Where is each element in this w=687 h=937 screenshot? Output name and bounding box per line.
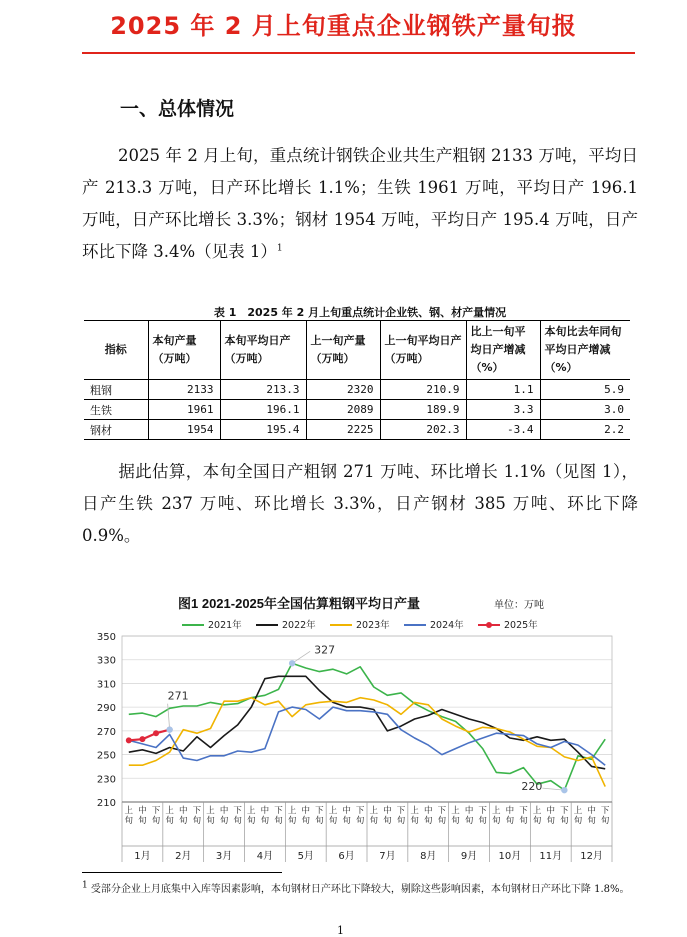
table-cell: 2089 <box>306 400 380 420</box>
x-tick-char: 下 <box>315 806 324 816</box>
x-tick-char: 中 <box>178 806 188 816</box>
estimate-text: 据此估算，本旬全国日产粗钢 271 万吨、环比增长 1.1%（见图 1），日产生铁 237 万吨、环比增长 3.3%，日产钢材 385 万吨、环比下降 0.9%。 <box>82 462 638 545</box>
x-tick-label <box>342 805 351 826</box>
plot-frame <box>122 636 612 802</box>
y-tick-label: 250 <box>96 750 116 762</box>
x-tick-char: 下 <box>396 806 406 816</box>
page-number: 1 <box>337 924 344 937</box>
legend-label: 2023年 <box>356 620 390 631</box>
table-cell: 2225 <box>306 420 380 440</box>
table-cell: 2133 <box>148 380 220 400</box>
month-label: 9月 <box>460 851 478 862</box>
y-tick-label: 230 <box>96 774 116 786</box>
x-tick-char: 上 <box>206 806 215 816</box>
footnote-text: 受部分企业上月底集中入库等因素影响，本旬钢材日产环比下降较大，剔除这些影响因素，本旬钢材日产环比下降 1.8%。 <box>90 884 630 895</box>
x-tick-label <box>410 805 419 826</box>
annotation-marker <box>561 787 567 793</box>
x-tick-char: 旬 <box>573 816 583 826</box>
footnote-reference: 1 <box>276 243 283 254</box>
x-tick-char: 旬 <box>396 816 406 826</box>
overview-text: 2025 年 2 月上旬，重点统计钢铁企业共生产粗钢 2133 万吨，平均日产 213.3 万吨，日产环比增长 1.1%；生铁 1961 万吨，平均日产 196.1 万吨，日产环比增长 3.3%；钢材 1954 万吨，平均日产 195.4 万吨，日产环比下降 3.4%（见表 1） <box>82 146 638 261</box>
x-tick-char: 上 <box>532 806 542 816</box>
x-tick-label <box>261 805 270 826</box>
x-tick-char: 上 <box>287 806 297 816</box>
table-cell: 1.1 <box>466 380 540 400</box>
x-tick-char: 中 <box>260 806 270 816</box>
data-point <box>153 730 159 736</box>
x-tick-char: 旬 <box>519 816 528 826</box>
report-title: 2025 年 2 月上旬重点企业钢铁产量旬报 <box>110 12 577 40</box>
production-table <box>84 320 630 440</box>
table-cell: 5.9 <box>540 380 630 400</box>
chart-annotations <box>166 643 567 793</box>
x-tick-char: 旬 <box>437 816 447 826</box>
x-tick-char: 下 <box>274 806 283 816</box>
month-label: 8月 <box>420 851 437 862</box>
x-tick-label <box>397 806 406 826</box>
month-label: 11月 <box>539 851 563 862</box>
x-tick-char: 下 <box>151 806 161 816</box>
x-tick-char: 旬 <box>451 816 460 826</box>
x-tick-label <box>179 805 188 826</box>
x-tick-char: 中 <box>464 806 474 816</box>
x-tick-char: 下 <box>233 806 242 816</box>
x-tick-char: 旬 <box>301 816 311 826</box>
x-tick-char: 旬 <box>464 816 474 826</box>
month-label: 3月 <box>215 851 233 862</box>
x-tick-char: 上 <box>124 806 134 816</box>
table-cell: -3.4 <box>466 420 540 440</box>
table-row <box>84 420 630 440</box>
x-tick-char: 上 <box>573 806 583 816</box>
x-tick-char: 旬 <box>151 816 161 826</box>
legend-label: 2021年 <box>208 620 242 631</box>
x-tick-char: 中 <box>138 806 147 816</box>
table-header-cell: 指标 <box>84 321 148 380</box>
chart-series <box>126 663 605 790</box>
x-tick-char: 旬 <box>410 816 419 826</box>
table-cell: 2.2 <box>540 420 630 440</box>
title-divider <box>82 52 635 54</box>
daily-output-chart <box>82 588 622 866</box>
x-tick-char: 旬 <box>492 816 501 826</box>
x-tick-char: 旬 <box>478 816 487 826</box>
table-cell: 196.1 <box>220 400 306 420</box>
x-tick-label <box>288 805 297 826</box>
y-tick-label: 310 <box>96 679 116 691</box>
x-tick-char: 下 <box>437 806 447 816</box>
table-header-cell: 上一旬产量（万吨） <box>306 321 380 380</box>
annotation-label: 327 <box>314 643 336 657</box>
estimate-paragraph <box>82 456 638 552</box>
table-cell: 1954 <box>148 420 220 440</box>
x-tick-label <box>519 806 528 826</box>
series-line <box>129 730 170 741</box>
month-label: 2月 <box>175 851 192 862</box>
month-label: 6月 <box>338 851 355 862</box>
x-tick-label <box>274 806 283 826</box>
table-header-row <box>84 321 630 380</box>
x-tick-label <box>370 805 379 826</box>
table-row <box>84 400 630 420</box>
table-header-cell: 比上一旬平均日产增减（%） <box>466 321 540 380</box>
x-tick-char: 旬 <box>178 816 188 826</box>
x-tick-label <box>247 805 256 826</box>
chart-x-axis <box>122 802 612 862</box>
table-cell: 195.4 <box>220 420 306 440</box>
annotation-marker <box>289 660 295 666</box>
x-tick-char: 旬 <box>600 816 610 826</box>
annotation-leader <box>292 651 310 663</box>
x-tick-label <box>506 805 515 826</box>
table-cell: 202.3 <box>380 420 466 440</box>
x-tick-char: 上 <box>410 806 419 816</box>
table-cell: 生铁 <box>84 400 148 420</box>
legend-marker <box>486 622 492 628</box>
x-tick-char: 上 <box>451 806 460 816</box>
x-tick-char: 旬 <box>587 816 596 826</box>
x-tick-label <box>560 806 569 826</box>
x-tick-label <box>574 805 583 826</box>
x-tick-char: 旬 <box>287 816 297 826</box>
x-tick-char: 中 <box>301 806 311 816</box>
x-tick-char: 中 <box>587 806 596 816</box>
x-tick-char: 旬 <box>328 816 338 826</box>
x-tick-char: 旬 <box>206 816 215 826</box>
x-tick-char: 中 <box>219 806 229 816</box>
overview-paragraph <box>82 140 638 268</box>
x-tick-char: 旬 <box>274 816 283 826</box>
month-label: 10月 <box>498 851 522 862</box>
chart-unit: 单位：万吨 <box>494 600 544 611</box>
y-tick-label: 350 <box>96 632 116 643</box>
y-tick-label: 270 <box>96 726 116 738</box>
x-tick-char: 旬 <box>219 816 229 826</box>
x-tick-char: 上 <box>328 806 338 816</box>
x-tick-char: 下 <box>600 806 610 816</box>
month-label: 1月 <box>134 851 151 862</box>
x-tick-char: 中 <box>342 806 351 816</box>
x-tick-label <box>193 806 202 826</box>
table-cell: 3.0 <box>540 400 630 420</box>
x-tick-char: 下 <box>355 806 365 816</box>
x-tick-label <box>478 806 487 826</box>
x-tick-char: 旬 <box>383 816 392 826</box>
y-tick-label: 290 <box>96 703 116 715</box>
series-line <box>129 663 605 790</box>
x-tick-char: 中 <box>423 806 433 816</box>
footnote <box>82 880 638 899</box>
table-header-cell: 本旬平均日产（万吨） <box>220 321 306 380</box>
data-point <box>126 737 132 743</box>
x-tick-label <box>356 806 365 826</box>
chart-legend <box>182 619 538 631</box>
x-tick-char: 上 <box>369 806 379 816</box>
x-tick-char: 旬 <box>369 816 379 826</box>
x-tick-label <box>424 805 433 826</box>
x-tick-label <box>587 805 596 826</box>
x-tick-label <box>438 806 447 826</box>
annotation-label: 271 <box>167 689 189 703</box>
x-tick-char: 旬 <box>546 816 556 826</box>
x-tick-char: 旬 <box>192 816 202 826</box>
x-tick-char: 旬 <box>247 816 256 826</box>
table-header-cell: 上一旬平均日产（万吨） <box>380 321 466 380</box>
section-heading: 一、总体情况 <box>120 98 235 120</box>
x-tick-label <box>152 806 161 826</box>
legend-label: 2022年 <box>282 620 316 631</box>
x-tick-char: 旬 <box>315 816 324 826</box>
x-tick-char: 旬 <box>124 816 134 826</box>
x-tick-label <box>315 806 324 826</box>
series-line <box>129 707 605 765</box>
legend-label: 2024年 <box>430 620 464 631</box>
x-tick-label <box>533 805 542 826</box>
chart-y-axis <box>97 632 116 809</box>
x-tick-char: 中 <box>546 806 556 816</box>
data-point <box>139 736 145 742</box>
x-tick-char: 下 <box>560 806 569 816</box>
table-header-cell: 本旬比去年同旬平均日产增减（%） <box>540 321 630 380</box>
month-label: 12月 <box>580 851 603 862</box>
month-label: 7月 <box>379 851 396 862</box>
table-cell: 3.3 <box>466 400 540 420</box>
x-tick-label <box>301 805 310 826</box>
x-tick-char: 旬 <box>260 816 270 826</box>
y-tick-label: 210 <box>96 798 116 809</box>
x-tick-char: 旬 <box>505 816 515 826</box>
x-tick-label <box>601 806 610 826</box>
x-tick-char: 旬 <box>138 816 147 826</box>
month-label: 4月 <box>256 851 274 862</box>
x-tick-label <box>233 806 242 826</box>
x-tick-label <box>465 805 474 826</box>
table-cell: 2320 <box>306 380 380 400</box>
x-tick-label <box>125 805 134 826</box>
legend-label: 2025年 <box>504 620 538 631</box>
x-tick-char: 下 <box>192 806 202 816</box>
x-tick-label <box>138 805 147 826</box>
x-tick-label <box>220 805 229 826</box>
table-caption: 表 1 2025 年 2 月上旬重点统计企业铁、钢、材产量情况 <box>213 306 507 319</box>
x-tick-char: 上 <box>492 806 501 816</box>
x-tick-char: 旬 <box>532 816 542 826</box>
x-tick-label <box>329 805 338 826</box>
x-tick-label <box>165 805 174 826</box>
x-tick-char: 上 <box>247 806 256 816</box>
table-cell: 210.9 <box>380 380 466 400</box>
x-tick-char: 旬 <box>233 816 242 826</box>
table-cell: 钢材 <box>84 420 148 440</box>
chart-gridlines <box>122 636 612 802</box>
x-tick-label <box>546 805 555 826</box>
footnote-divider <box>82 872 282 873</box>
table-row <box>84 380 630 400</box>
table-cell: 1961 <box>148 400 220 420</box>
x-tick-char: 旬 <box>165 816 174 826</box>
x-tick-label <box>451 805 460 826</box>
x-tick-char: 旬 <box>560 816 569 826</box>
x-tick-label <box>206 805 215 826</box>
x-tick-label <box>383 805 392 826</box>
x-tick-char: 旬 <box>355 816 365 826</box>
x-tick-char: 中 <box>505 806 515 816</box>
footnote-number: 1 <box>82 880 88 891</box>
annotation-label: 220 <box>521 780 543 794</box>
table-header-cell: 本旬产量（万吨） <box>148 321 220 380</box>
x-tick-char: 旬 <box>342 816 351 826</box>
table-cell: 189.9 <box>380 400 466 420</box>
x-tick-char: 下 <box>519 806 528 816</box>
x-tick-char: 中 <box>383 806 392 816</box>
x-tick-char: 下 <box>478 806 487 816</box>
table-cell: 粗钢 <box>84 380 148 400</box>
x-tick-char: 旬 <box>423 816 433 826</box>
x-tick-label <box>492 805 501 826</box>
x-tick-char: 上 <box>165 806 174 816</box>
chart-title: 图1 2021-2025年全国估算粗钢平均日产量 <box>178 596 421 611</box>
annotation-marker <box>166 726 172 732</box>
y-tick-label: 330 <box>96 655 116 667</box>
month-label: 5月 <box>297 851 314 862</box>
table-cell: 213.3 <box>220 380 306 400</box>
